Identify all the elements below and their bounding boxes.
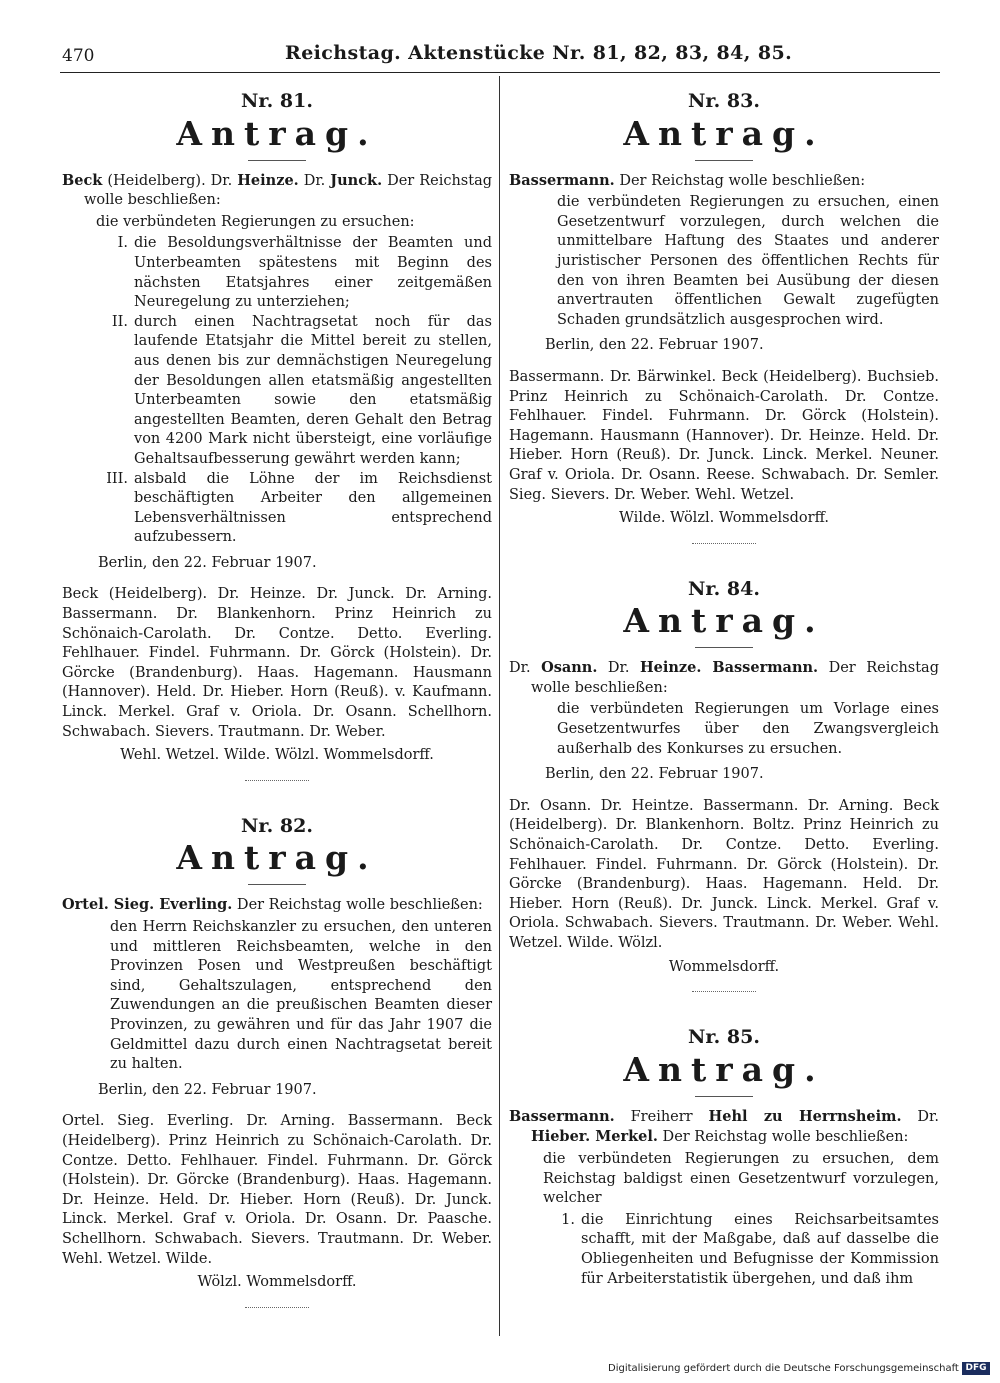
digitization-note: Digitalisierung gefördert durch die Deutsche Forschungsgemeinschaft: [608, 1363, 959, 1374]
document-nr-83: [509, 92, 939, 529]
doc-type: Antrag.: [176, 838, 378, 878]
body-text: die verbündeten Regierungen um Vorlage eines Gesetzentwurfes über den Zwangsvergleich außerhalb des Konkurses zu ersuchen.: [557, 701, 939, 757]
section-separator: [245, 780, 309, 781]
signers: Ortel. Sieg. Everling. Dr. Arning. Bassermann. Beck (Heidelberg). Prinz Heinrich zu Schönaich-Carolath. Dr. Contze. Detto. Fehlhauer. Findel. Fuhrmann. Dr. Görck (Holstein). Dr. Görcke (Brandenburg). Haas. Hagemann. Dr. Heinze. Held. Dr. Hieber. Horn (Reuß). Dr. Junck. Linck. Merkel. Graf v. Oriola. Dr. Osann. Dr. Paasche. Schellhorn. Schwabach. Sievers. Trautmann. Dr. Weber. Wehl. Wetzel. Wilde.: [62, 1113, 492, 1267]
column-divider: [499, 76, 500, 1336]
dateline: Berlin, den 22. Februar 1907.: [545, 766, 764, 783]
list-item: II. durch einen Nachtragsetat noch für das laufende Etatsjahr die Mittel bereit zu stellen, aus denen bis zur demnächstigen Neuregelung der Besoldungen allen etatsmäßig angestellten Unterbeamten sowie den etatsmäßig angestellten Beamten, deren Gehalt den Betrag von 4200 Mark nicht übersteigt, eine vorläufige Gehaltsaufbesserung gewährt werden kann;: [111, 313, 492, 467]
left-column: [62, 92, 492, 1322]
movers: Beck (Heidelberg). Dr. Heinze. Dr. Junck. Der Reichstag wolle beschließen:: [62, 171, 493, 209]
body-text: die verbündeten Regierungen zu ersuchen, einen Gesetzentwurf vorzulegen, durch welchen die unmittelbare Haftung des Staates und anderer juristischer Personen des öffentlichen Rechts für den von ihren Beamten bei Ausübung der diesen anvertrauten öffentlichen Gewalt zugefügten Schaden grundsätzlich ausgesprochen wird.: [557, 194, 939, 328]
intro: die verbündeten Regierungen zu ersuchen:: [96, 213, 415, 230]
doc-type: Antrag.: [623, 113, 825, 153]
signers: Dr. Osann. Dr. Heintze. Bassermann. Dr. Arning. Beck (Heidelberg). Dr. Blankenhorn. Boltz. Prinz Heinrich zu Schönaich-Carolath. Dr. Contze. Detto. Everling. Fehlhauer. Findel. Fuhrmann. Dr. Görck (Holstein). Dr. Görcke (Brandenburg). Haas. Hagemann. Held. Dr. Hieber. Horn (Reuß). Dr. Junck. Linck. Merkel. Graf v. Oriola. Schwabach. Sievers. Trautmann. Dr. Weber. Wehl. Wetzel. Wilde. Wölzl.: [509, 797, 939, 951]
doc-number: Nr. 84.: [688, 577, 760, 600]
dfg-logo: DFG: [962, 1362, 990, 1375]
doc-type: Antrag.: [623, 1049, 825, 1089]
page-number: 470: [62, 46, 95, 66]
doc-type: Antrag.: [623, 601, 825, 641]
intro: die verbündeten Regierungen zu ersuchen, dem Reichstag baldigst einen Gesetzentwurf vorzulegen, welcher: [543, 1150, 939, 1207]
signers-last: Wehl. Wetzel. Wilde. Wölzl. Wommelsdorff.: [120, 747, 434, 764]
body-text: den Herrn Reichskanzler zu ersuchen, den unteren und mittleren Reichsbeamten, welche in den Provinzen Posen und Westpreußen beschäftigt sind, Gehaltszulagen, entsprechend den Zuwendungen an die preußischen Beamten dieser Provinzen, zu gewähren und für das Jahr 1907 die Geldmittel dazu durch einen Nachtragsetat bereit zu halten.: [110, 919, 492, 1073]
list-item: 1. die Einrichtung eines Reichsarbeitsamtes schafft, mit der Maßgabe, daß auf dasselbe die Obliegenheiten und Befugnisse der Kommission für Arbeiterstatistik übergehen, und daß ihm: [561, 1211, 939, 1287]
movers: Bassermann. Freiherr Hehl zu Herrnsheim. Dr. Hieber. Merkel. Der Reichstag wolle beschließen:: [509, 1107, 939, 1146]
doc-type: Antrag.: [176, 113, 378, 153]
title-rule: [248, 884, 306, 885]
movers: Dr. Osann. Dr. Heinze. Bassermann. Der Reichstag wolle beschließen:: [509, 659, 939, 696]
right-column: [509, 92, 939, 1289]
signers-last: Wommelsdorff.: [668, 958, 780, 975]
list-item: I. die Besoldungsverhältnisse der Beamten und Unterbeamten spätestens mit Beginn des nächsten Etatsjahres einer zeitgemäßen Neuregelung zu unterziehen;: [117, 235, 492, 311]
signers: Bassermann. Dr. Bärwinkel. Beck (Heidelberg). Buchsieb. Prinz Heinrich zu Schönaich-Carolath. Dr. Contze. Fehlhauer. Findel. Fuhrmann. Dr. Görck (Holstein). Hagemann. Hausmann (Hannover). Dr. Heinze. Held. Dr. Hieber. Horn (Reuß). Dr. Junck. Linck. Merkel. Neuner. Graf v. Oriola. Dr. Osann. Reese. Schwabach. Dr. Semler. Sieg. Sievers. Dr. Weber. Wehl. Wetzel.: [509, 368, 939, 503]
dateline: Berlin, den 22. Februar 1907.: [98, 554, 317, 571]
section-separator: [245, 1307, 309, 1308]
signers-last: Wilde. Wölzl. Wommelsdorff.: [619, 510, 829, 527]
movers: Bassermann. Der Reichstag wolle beschließen:: [509, 171, 866, 189]
document-nr-81: [62, 92, 492, 766]
doc-number: Nr. 83.: [688, 90, 760, 112]
dateline: Berlin, den 22. Februar 1907.: [98, 1081, 317, 1098]
document-nr-84: [509, 577, 939, 978]
signers: Beck (Heidelberg). Dr. Heinze. Dr. Junck. Dr. Arning. Bassermann. Dr. Blankenhorn. Prinz Heinrich zu Schönaich-Carolath. Dr. Contze. Detto. Everling. Fehlhauer. Findel. Fuhrmann. Dr. Görck (Holstein). Dr. Görcke (Brandenburg). Haas. Hagemann. Hausmann (Hannover). Held. Dr. Hieber. Horn (Reuß). v. Kaufmann. Linck. Merkel. Graf v. Oriola. Dr. Osann. Schellhorn. Schwabach. Sievers. Trautmann. Dr. Weber.: [62, 586, 492, 740]
title-rule: [695, 1096, 753, 1097]
doc-number: Nr. 85.: [688, 1026, 760, 1049]
document-nr-82: [62, 814, 492, 1293]
title-rule: [695, 160, 753, 161]
movers: Ortel. Sieg. Everling. Der Reichstag wolle beschließen:: [62, 896, 483, 914]
signers-last: Wölzl. Wommelsdorff.: [197, 1274, 357, 1291]
header-rule: [60, 72, 940, 73]
section-separator: [692, 543, 756, 544]
document-nr-85: [509, 1028, 939, 1289]
running-head: Reichstag. Aktenstücke Nr. 81, 82, 83, 84, 85.: [285, 42, 793, 64]
title-rule: [248, 160, 306, 161]
dateline: Berlin, den 22. Februar 1907.: [545, 337, 764, 354]
title-rule: [695, 647, 753, 648]
list-item: III. alsbald die Löhne der im Reichsdienst beschäftigten Arbeiter den allgemeinen Lebensverhältnissen entsprechend aufzubessern.: [106, 470, 492, 546]
section-separator: [692, 991, 756, 992]
doc-number: Nr. 81.: [241, 90, 313, 112]
doc-number: Nr. 82.: [241, 814, 313, 837]
